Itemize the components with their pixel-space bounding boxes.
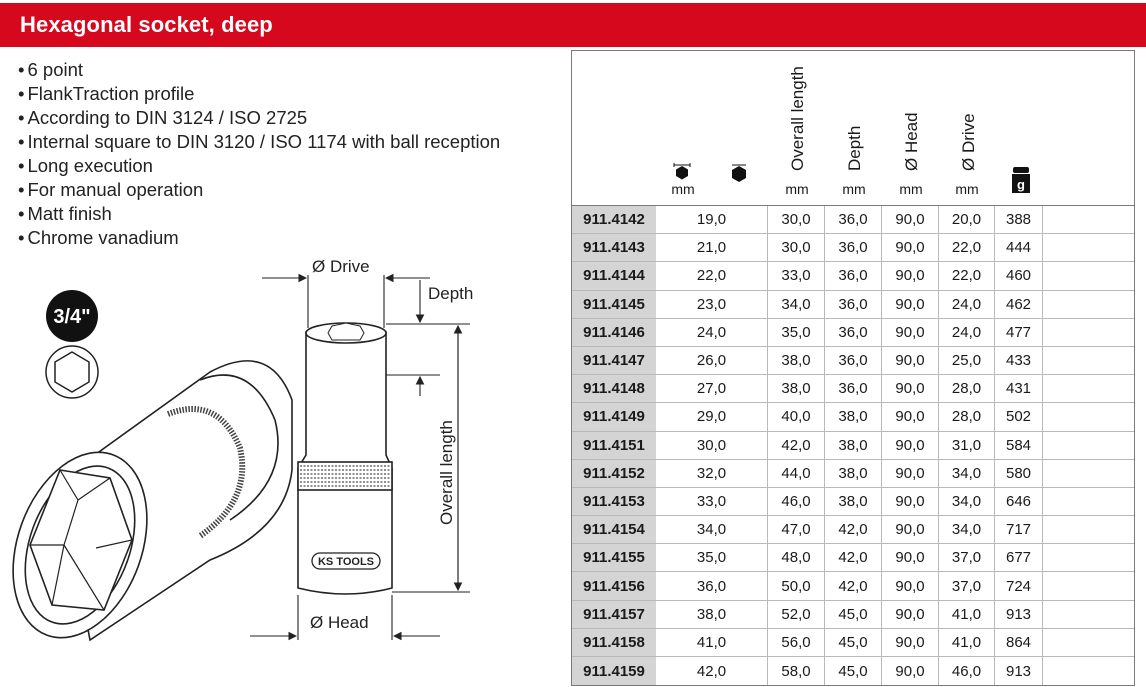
table-row	[572, 601, 1134, 629]
cell-article-number: 911.4156	[572, 572, 656, 599]
cell-drive-diameter: 24,0	[939, 291, 995, 318]
table-row	[572, 544, 1134, 572]
cell-drive-diameter: 22,0	[939, 234, 995, 261]
feature-list	[18, 58, 500, 250]
cell-overall-length: 38,0	[768, 347, 825, 374]
cell-overall-length: 35,0	[768, 319, 825, 346]
cell-article-number: 911.4155	[572, 544, 656, 571]
cell-depth: 38,0	[825, 460, 882, 487]
label-drive: Ø Drive	[312, 257, 370, 276]
cell-article-number: 911.4152	[572, 460, 656, 487]
spec-table	[571, 50, 1135, 686]
cell-article-number: 911.4142	[572, 206, 656, 233]
cell-depth: 45,0	[825, 657, 882, 685]
column-header-overall-length: Overall length	[788, 66, 807, 171]
table-row	[572, 572, 1134, 600]
table-header	[572, 51, 1134, 206]
cell-head-diameter: 90,0	[882, 403, 939, 430]
cell-across-flats: 21,0	[656, 234, 768, 261]
cell-overall-length: 42,0	[768, 432, 825, 459]
table-row	[572, 403, 1134, 431]
cell-head-diameter: 90,0	[882, 460, 939, 487]
table-row	[572, 516, 1134, 544]
cell-across-flats: 24,0	[656, 319, 768, 346]
cell-depth: 36,0	[825, 347, 882, 374]
cell-drive-diameter: 28,0	[939, 375, 995, 402]
cell-head-diameter: 90,0	[882, 206, 939, 233]
cell-weight: 460	[995, 262, 1043, 289]
unit-label: mm	[899, 181, 923, 197]
cell-depth: 38,0	[825, 488, 882, 515]
unit-label: mm	[842, 181, 866, 197]
unit-label: mm	[671, 181, 695, 197]
label-depth: Depth	[428, 284, 474, 303]
table-row	[572, 319, 1134, 347]
feature-item: • FlankTraction profile	[18, 82, 500, 106]
table-row	[572, 375, 1134, 403]
cell-weight: 431	[995, 375, 1043, 402]
cell-depth: 36,0	[825, 262, 882, 289]
cell-depth: 36,0	[825, 234, 882, 261]
cell-across-flats: 36,0	[656, 572, 768, 599]
feature-item: • Matt finish	[18, 202, 500, 226]
cell-overall-length: 52,0	[768, 601, 825, 628]
cell-depth: 36,0	[825, 291, 882, 318]
cell-drive-diameter: 31,0	[939, 432, 995, 459]
cell-across-flats: 42,0	[656, 657, 768, 685]
cell-drive-diameter: 37,0	[939, 544, 995, 571]
cell-across-flats: 29,0	[656, 403, 768, 430]
cell-drive-diameter: 34,0	[939, 460, 995, 487]
cell-across-flats: 32,0	[656, 460, 768, 487]
cell-overall-length: 46,0	[768, 488, 825, 515]
cell-head-diameter: 90,0	[882, 488, 939, 515]
cell-overall-length: 40,0	[768, 403, 825, 430]
cell-weight: 580	[995, 460, 1043, 487]
cell-weight: 477	[995, 319, 1043, 346]
cell-across-flats: 26,0	[656, 347, 768, 374]
column-header-drive: Ø Drive	[959, 113, 978, 171]
table-row	[572, 262, 1134, 290]
cell-drive-diameter: 41,0	[939, 601, 995, 628]
title-bar	[0, 3, 1146, 47]
cell-drive-diameter: 41,0	[939, 629, 995, 656]
cell-depth: 36,0	[825, 375, 882, 402]
cell-weight: 444	[995, 234, 1043, 261]
hex-profile-icon	[46, 346, 98, 398]
cell-article-number: 911.4144	[572, 262, 656, 289]
cell-depth: 42,0	[825, 572, 882, 599]
feature-item: • According to DIN 3124 / ISO 2725	[18, 106, 500, 130]
cell-across-flats: 33,0	[656, 488, 768, 515]
feature-item: • 6 point	[18, 58, 500, 82]
cell-drive-diameter: 28,0	[939, 403, 995, 430]
cell-weight: 864	[995, 629, 1043, 656]
socket-side-view	[298, 323, 392, 594]
cell-depth: 36,0	[825, 206, 882, 233]
cell-drive-diameter: 22,0	[939, 262, 995, 289]
cell-head-diameter: 90,0	[882, 657, 939, 685]
unit-label: mm	[785, 181, 809, 197]
table-row	[572, 206, 1134, 234]
table-body	[572, 206, 1134, 685]
cell-across-flats: 41,0	[656, 629, 768, 656]
cell-depth: 42,0	[825, 544, 882, 571]
cell-overall-length: 44,0	[768, 460, 825, 487]
feature-item: • Chrome vanadium	[18, 226, 500, 250]
cell-drive-diameter: 20,0	[939, 206, 995, 233]
cell-across-flats: 30,0	[656, 432, 768, 459]
cell-depth: 45,0	[825, 629, 882, 656]
cell-article-number: 911.4146	[572, 319, 656, 346]
cell-overall-length: 56,0	[768, 629, 825, 656]
cell-overall-length: 33,0	[768, 262, 825, 289]
cell-head-diameter: 90,0	[882, 544, 939, 571]
feature-item: • Internal square to DIN 3120 / ISO 1174 with ball reception	[18, 130, 500, 154]
cell-article-number: 911.4151	[572, 432, 656, 459]
cell-head-diameter: 90,0	[882, 516, 939, 543]
unit-label: mm	[955, 181, 979, 197]
label-head: Ø Head	[310, 613, 369, 632]
cell-across-flats: 35,0	[656, 544, 768, 571]
label-overall-length: Overall length	[437, 420, 456, 525]
cell-head-diameter: 90,0	[882, 319, 939, 346]
cell-weight: 433	[995, 347, 1043, 374]
cell-article-number: 911.4147	[572, 347, 656, 374]
cell-weight: 913	[995, 657, 1043, 685]
cell-article-number: 911.4149	[572, 403, 656, 430]
table-row	[572, 629, 1134, 657]
cell-drive-diameter: 34,0	[939, 488, 995, 515]
cell-depth: 42,0	[825, 516, 882, 543]
cell-overall-length: 48,0	[768, 544, 825, 571]
cell-head-diameter: 90,0	[882, 629, 939, 656]
cell-overall-length: 58,0	[768, 657, 825, 685]
table-row	[572, 432, 1134, 460]
cell-weight: 584	[995, 432, 1043, 459]
cell-depth: 36,0	[825, 319, 882, 346]
cell-head-diameter: 90,0	[882, 234, 939, 261]
cell-article-number: 911.4145	[572, 291, 656, 318]
cell-weight: 724	[995, 572, 1043, 599]
table-row	[572, 234, 1134, 262]
column-header-depth: Depth	[845, 125, 864, 171]
drive-size-badge	[46, 290, 98, 342]
cell-head-diameter: 90,0	[882, 432, 939, 459]
cell-across-flats: 19,0	[656, 206, 768, 233]
feature-item: • For manual operation	[18, 178, 500, 202]
cell-head-diameter: 90,0	[882, 375, 939, 402]
table-row	[572, 347, 1134, 375]
cell-head-diameter: 90,0	[882, 262, 939, 289]
cell-overall-length: 30,0	[768, 234, 825, 261]
cell-article-number: 911.4148	[572, 375, 656, 402]
feature-item: • Long execution	[18, 154, 500, 178]
cell-weight: 717	[995, 516, 1043, 543]
cell-weight: 677	[995, 544, 1043, 571]
cell-head-diameter: 90,0	[882, 291, 939, 318]
table-row	[572, 657, 1134, 685]
cell-overall-length: 30,0	[768, 206, 825, 233]
cell-weight: 462	[995, 291, 1043, 318]
table-row	[572, 488, 1134, 516]
column-header-head: Ø Head	[902, 112, 921, 171]
cell-weight: 502	[995, 403, 1043, 430]
cell-drive-diameter: 25,0	[939, 347, 995, 374]
cell-article-number: 911.4158	[572, 629, 656, 656]
cell-across-flats: 22,0	[656, 262, 768, 289]
hex-profile-icon	[729, 163, 749, 185]
cell-weight: 913	[995, 601, 1043, 628]
cell-overall-length: 38,0	[768, 375, 825, 402]
cell-article-number: 911.4153	[572, 488, 656, 515]
socket-perspective-view	[0, 361, 292, 657]
cell-head-diameter: 90,0	[882, 601, 939, 628]
cell-weight: 388	[995, 206, 1043, 233]
cell-across-flats: 34,0	[656, 516, 768, 543]
brand-logo: KS TOOLS	[317, 556, 375, 568]
cell-article-number: 911.4157	[572, 601, 656, 628]
cell-article-number: 911.4154	[572, 516, 656, 543]
socket-illustration	[0, 245, 565, 687]
weight-unit: g	[1017, 177, 1025, 192]
cell-drive-diameter: 24,0	[939, 319, 995, 346]
cell-overall-length: 50,0	[768, 572, 825, 599]
cell-across-flats: 23,0	[656, 291, 768, 318]
cell-weight: 646	[995, 488, 1043, 515]
cell-article-number: 911.4143	[572, 234, 656, 261]
cell-head-diameter: 90,0	[882, 347, 939, 374]
cell-depth: 38,0	[825, 432, 882, 459]
cell-drive-diameter: 37,0	[939, 572, 995, 599]
cell-across-flats: 27,0	[656, 375, 768, 402]
cell-head-diameter: 90,0	[882, 572, 939, 599]
cell-depth: 38,0	[825, 403, 882, 430]
cell-article-number: 911.4159	[572, 657, 656, 685]
cell-across-flats: 38,0	[656, 601, 768, 628]
weight-icon	[1010, 166, 1032, 194]
page-title: Hexagonal socket, deep	[20, 12, 273, 37]
cell-overall-length: 47,0	[768, 516, 825, 543]
hex-across-flats-icon	[672, 163, 692, 181]
table-row	[572, 291, 1134, 319]
table-row	[572, 460, 1134, 488]
cell-drive-diameter: 46,0	[939, 657, 995, 685]
drive-size-badge-text: 3/4"	[53, 306, 91, 328]
cell-drive-diameter: 34,0	[939, 516, 995, 543]
cell-overall-length: 34,0	[768, 291, 825, 318]
cell-depth: 45,0	[825, 601, 882, 628]
